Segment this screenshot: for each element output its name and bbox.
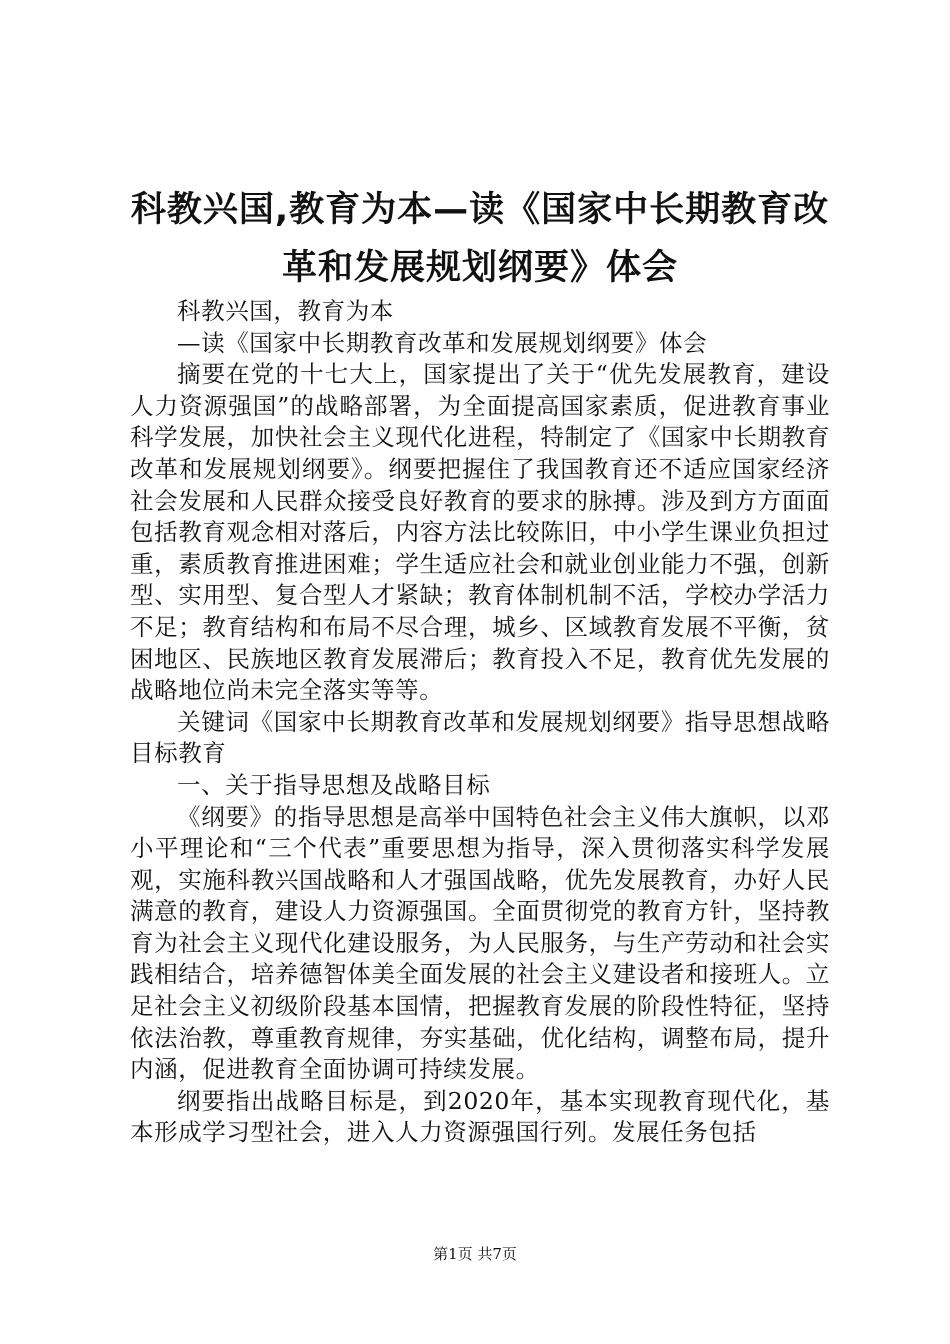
body-paragraph: 纲要指出战略目标是，到2020年，基本实现教育现代化，基本形成学习型社会，进入人力资源强国行列。发展任务包括 [130,1086,830,1147]
section-heading: 一、关于指导思想及战略目标 [177,770,491,799]
keywords-paragraph: 关键词《国家中长期教育改革和发展规划纲要》指导思想战略目标教育 [130,707,830,768]
document-title-line-1: 科教兴国,教育为本—读《国家中长期教育改 [130,190,830,230]
abstract-paragraph: 摘要在党的十七大上，国家提出了关于“优先发展教育，建设人力资源强国”的战略部署，为全面提高国家素质，促进教育事业科学发展，加快社会主义现代化进程，特制定了《国家中长期教育改革和发展规划纲要》。纲要把握住了我国教育还不适应国家经济社会发展和人民群众接受良好教育的要求的脉搏。涉及到方方面面包括教育观念相对落后，内容方法比较陈旧，中小学生课业负担过重，素质教育推进困难；学生适应社会和就业创业能力不强，创新型、实用型、复合型人才紧缺；教育体制机制不活，学校办学活力不足；教育结构和布局不尽合理，城乡、区域教育发展不平衡，贫困地区、民族地区教育发展滞后；教育投入不足，教育优先发展的战略地位尚未完全落实等等。 [130,360,830,705]
document-title-line-2: 革和发展规划纲要》体会 [281,248,678,288]
subtitle-line-1: 科教兴国，教育为本 [177,297,394,325]
subtitle-line-2: —读《国家中长期教育改革和发展规划纲要》体会 [177,328,708,357]
body-paragraph: 《纲要》的指导思想是高举中国特色社会主义伟大旗帜，以邓小平理论和“三个代表”重要思想为指导，深入贯彻落实科学发展观，实施科教兴国战略和人才强国战略，优先发展教育，办好人民满意的教育，建设人力资源强国。全面贯彻党的教育方针，坚持教育为社会主义现代化建设服务，为人民服务，与生产劳动和社会实践相结合，培养德智体美全面发展的社会主义建设者和接班人。立足社会主义初级阶段基本国情，把握教育发展的阶段性特征，坚持依法治教，尊重教育规律，夯实基础，优化结构，调整布局，提升内涵，促进教育全面协调可持续发展。 [130,802,830,1084]
document-body [130,296,830,1149]
page-footer: 第1页 共7页 [433,1245,517,1263]
